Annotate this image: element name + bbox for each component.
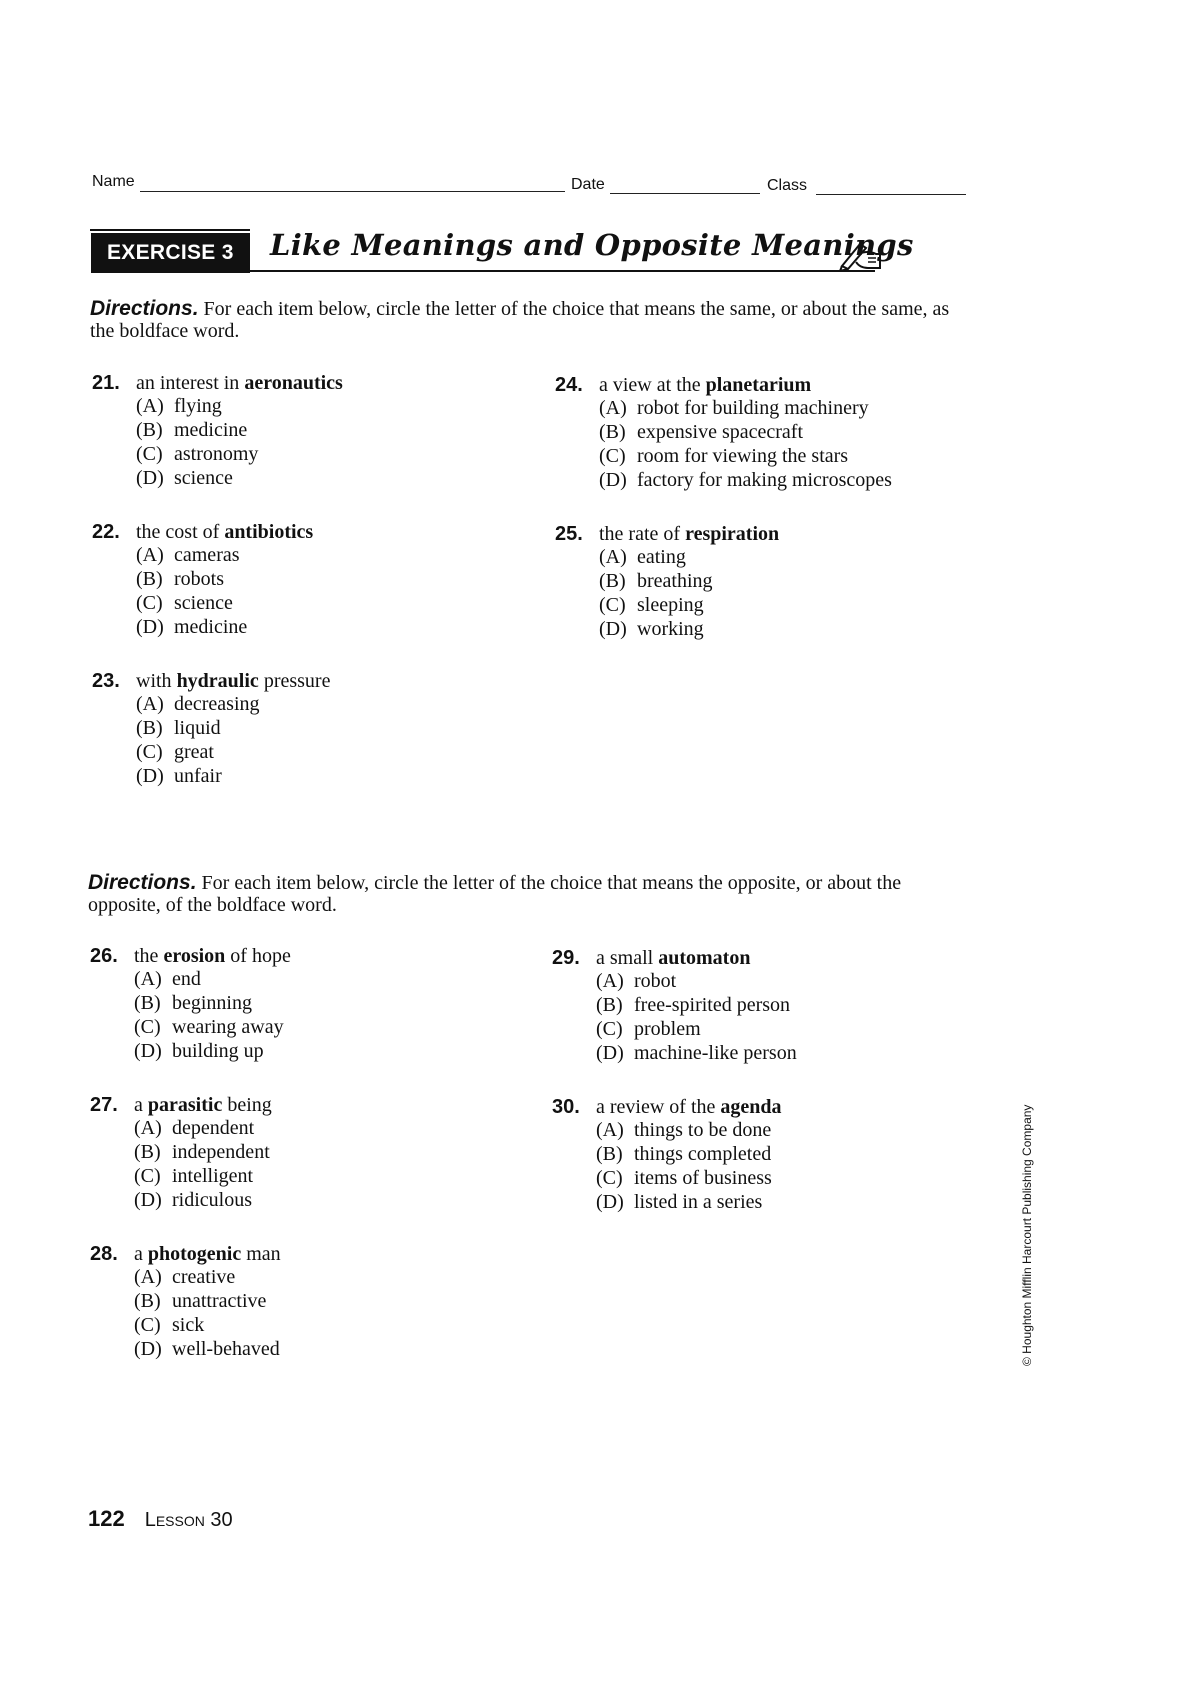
stem-text: an interest in xyxy=(136,372,245,394)
choice-letter: (B) xyxy=(136,419,163,441)
boldface-word: parasitic xyxy=(147,1094,223,1116)
answer-choice[interactable] xyxy=(599,593,975,617)
exercise-title: Like Meanings and Opposite Meanings xyxy=(270,228,914,262)
boldface-word: aeronautics xyxy=(244,372,343,394)
answer-choice[interactable] xyxy=(596,969,972,993)
boldface-word: planetarium xyxy=(705,374,812,396)
stem-text: with xyxy=(136,670,177,692)
choice-letter: (C) xyxy=(599,594,626,616)
choice-text: medicine xyxy=(174,419,248,441)
directions-text: For each item below, circle the letter of the choice that means the opposite, or about the opposite, of the boldface word. xyxy=(88,872,902,916)
question-number: 24. xyxy=(555,374,583,396)
answer-choice[interactable] xyxy=(136,764,512,788)
question-21 xyxy=(92,372,512,490)
question-stem xyxy=(90,945,510,967)
choice-letter: (A) xyxy=(134,1117,162,1139)
answer-choice[interactable] xyxy=(596,1017,972,1041)
answer-choice[interactable] xyxy=(136,615,512,639)
question-number: 26. xyxy=(90,945,118,967)
choice-letter: (C) xyxy=(134,1165,161,1187)
choice-letter: (C) xyxy=(136,443,163,465)
choice-text: independent xyxy=(172,1141,270,1163)
date-field[interactable] xyxy=(610,193,760,194)
question-number: 27. xyxy=(90,1094,118,1116)
name-label: Name xyxy=(92,173,135,190)
choice-text: end xyxy=(172,968,201,990)
answer-choice[interactable] xyxy=(136,442,512,466)
answer-choice[interactable] xyxy=(134,1289,510,1313)
choice-text: eating xyxy=(637,546,686,568)
choice-text: robot for building machinery xyxy=(637,397,869,419)
answer-choice[interactable] xyxy=(134,1337,510,1361)
stem-text: a view at the xyxy=(599,374,706,396)
answer-choice[interactable] xyxy=(596,1142,972,1166)
question-24 xyxy=(555,374,1015,492)
boldface-word: automaton xyxy=(658,947,751,969)
answer-choice[interactable] xyxy=(596,993,972,1017)
choice-letter: (A) xyxy=(599,397,627,419)
answer-choice[interactable] xyxy=(599,569,975,593)
answer-choice[interactable] xyxy=(136,740,512,764)
choice-text: sleeping xyxy=(637,594,704,616)
directions-text: For each item below, circle the letter of the choice that means the same, or about the same, as the boldface word. xyxy=(90,298,950,342)
choice-letter: (C) xyxy=(599,445,626,467)
boldface-word: photogenic xyxy=(147,1243,242,1265)
choice-letter: (D) xyxy=(134,1189,162,1211)
choice-text: unattractive xyxy=(172,1290,267,1312)
choice-letter: (B) xyxy=(599,421,626,443)
stem-text: a small xyxy=(596,947,659,969)
choice-letter: (D) xyxy=(596,1042,624,1064)
directions-same xyxy=(90,298,975,342)
answer-choice[interactable] xyxy=(136,692,512,716)
question-number: 29. xyxy=(552,947,580,969)
choice-letter: (D) xyxy=(136,765,164,787)
question-30 xyxy=(552,1096,972,1214)
question-stem xyxy=(555,374,1015,396)
date-label: Date xyxy=(571,176,605,193)
answer-choice[interactable] xyxy=(599,396,1015,420)
answer-choice[interactable] xyxy=(134,1015,510,1039)
question-stem xyxy=(92,521,512,543)
answer-choice[interactable] xyxy=(596,1166,972,1190)
answer-choice[interactable] xyxy=(136,567,512,591)
answer-choices xyxy=(555,396,1015,492)
choice-text: things to be done xyxy=(634,1119,772,1141)
answer-choices xyxy=(92,394,512,490)
answer-choice[interactable] xyxy=(599,444,1015,468)
choice-text: things completed xyxy=(634,1143,772,1165)
answer-choice[interactable] xyxy=(599,420,1015,444)
choice-letter: (A) xyxy=(134,1266,162,1288)
choice-letter: (D) xyxy=(599,618,627,640)
answer-choice[interactable] xyxy=(599,468,1015,492)
choice-text: science xyxy=(174,592,233,614)
choice-letter: (B) xyxy=(136,717,163,739)
question-stem xyxy=(552,1096,972,1118)
choice-letter: (C) xyxy=(596,1018,623,1040)
question-23 xyxy=(92,670,512,788)
choice-letter: (D) xyxy=(596,1191,624,1213)
choice-text: creative xyxy=(172,1266,236,1288)
pencil-hand-icon xyxy=(838,236,884,272)
choice-text: cameras xyxy=(174,544,240,566)
class-label: Class xyxy=(767,177,808,194)
choice-letter: (D) xyxy=(136,467,164,489)
question-27 xyxy=(90,1094,510,1212)
choice-text: astronomy xyxy=(174,443,259,465)
answer-choice[interactable] xyxy=(134,1116,510,1140)
choice-text: ridiculous xyxy=(172,1189,252,1211)
choice-text: room for viewing the stars xyxy=(637,445,849,467)
choice-letter: (D) xyxy=(136,616,164,638)
stem-text: pressure xyxy=(258,670,331,692)
answer-choice[interactable] xyxy=(136,394,512,418)
answer-choice[interactable] xyxy=(136,543,512,567)
choice-letter: (C) xyxy=(596,1167,623,1189)
answer-choices xyxy=(552,969,972,1065)
stem-text: being xyxy=(222,1094,272,1116)
answer-choice[interactable] xyxy=(134,1313,510,1337)
answer-choices xyxy=(90,967,510,1063)
choice-text: beginning xyxy=(172,992,252,1014)
choice-text: wearing away xyxy=(172,1016,284,1038)
choice-text: listed in a series xyxy=(634,1191,763,1213)
choice-letter: (C) xyxy=(134,1016,161,1038)
answer-choice[interactable] xyxy=(134,967,510,991)
choice-letter: (B) xyxy=(134,1290,161,1312)
answer-choice[interactable] xyxy=(134,1164,510,1188)
choice-letter: (A) xyxy=(136,395,164,417)
choice-letter: (A) xyxy=(596,970,624,992)
choice-text: robot xyxy=(634,970,677,992)
answer-choice[interactable] xyxy=(134,1265,510,1289)
choice-letter: (D) xyxy=(599,469,627,491)
choice-letter: (A) xyxy=(134,968,162,990)
boldface-word: hydraulic xyxy=(176,670,259,692)
directions-opposite xyxy=(88,872,973,916)
stem-text: the rate of xyxy=(599,523,686,545)
name-field[interactable] xyxy=(140,191,565,192)
answer-choice[interactable] xyxy=(136,716,512,740)
directions-lead: Directions. xyxy=(90,297,199,320)
choice-text: unfair xyxy=(174,765,222,787)
stem-text: a review of the xyxy=(596,1096,721,1118)
choice-text: expensive spacecraft xyxy=(637,421,804,443)
question-22 xyxy=(92,521,512,639)
question-26 xyxy=(90,945,510,1063)
question-number: 30. xyxy=(552,1096,580,1118)
lesson-label: Lesson 30 xyxy=(144,1509,233,1531)
choice-letter: (A) xyxy=(596,1119,624,1141)
stem-text: a xyxy=(134,1243,148,1265)
choice-text: robots xyxy=(174,568,224,590)
copyright-notice: © Houghton Mifflin Harcourt Publishing Company xyxy=(1020,1104,1034,1366)
exercise-badge: EXERCISE 3 xyxy=(91,233,250,273)
question-29 xyxy=(552,947,972,1065)
stem-text: the xyxy=(134,945,164,967)
choice-text: dependent xyxy=(172,1117,255,1139)
question-28 xyxy=(90,1243,510,1361)
title-underline xyxy=(250,270,875,272)
stem-text: man xyxy=(241,1243,281,1265)
answer-choice[interactable] xyxy=(136,466,512,490)
answer-choice[interactable] xyxy=(596,1118,972,1142)
question-stem xyxy=(90,1243,510,1265)
answer-choices xyxy=(90,1265,510,1361)
choice-letter: (B) xyxy=(596,1143,623,1165)
choice-text: medicine xyxy=(174,616,248,638)
answer-choice[interactable] xyxy=(599,545,975,569)
stem-text: of hope xyxy=(225,945,291,967)
class-field[interactable] xyxy=(816,194,966,195)
choice-text: building up xyxy=(172,1040,264,1062)
choice-text: intelligent xyxy=(172,1165,254,1187)
choice-letter: (C) xyxy=(136,741,163,763)
answer-choices xyxy=(92,543,512,639)
question-number: 25. xyxy=(555,523,583,545)
choice-text: liquid xyxy=(174,717,221,739)
choice-letter: (A) xyxy=(599,546,627,568)
answer-choice[interactable] xyxy=(134,1140,510,1164)
choice-text: breathing xyxy=(637,570,713,592)
choice-text: decreasing xyxy=(174,693,260,715)
answer-choice[interactable] xyxy=(599,617,975,641)
choice-text: well-behaved xyxy=(172,1338,280,1360)
answer-choice[interactable] xyxy=(134,991,510,1015)
question-number: 22. xyxy=(92,521,120,543)
question-stem xyxy=(92,372,512,394)
question-stem xyxy=(92,670,512,692)
boldface-word: respiration xyxy=(685,523,780,545)
boldface-word: antibiotics xyxy=(224,521,314,543)
choice-text: machine-like person xyxy=(634,1042,797,1064)
question-number: 28. xyxy=(90,1243,118,1265)
question-stem xyxy=(552,947,972,969)
choice-letter: (A) xyxy=(136,693,164,715)
choice-letter: (B) xyxy=(596,994,623,1016)
answer-choice[interactable] xyxy=(134,1188,510,1212)
answer-choices xyxy=(92,692,512,788)
boldface-word: agenda xyxy=(720,1096,782,1118)
directions-lead: Directions. xyxy=(88,871,197,894)
answer-choice[interactable] xyxy=(596,1041,972,1065)
question-number: 23. xyxy=(92,670,120,692)
answer-choices xyxy=(555,545,975,641)
choice-letter: (A) xyxy=(136,544,164,566)
choice-text: science xyxy=(174,467,233,489)
choice-letter: (C) xyxy=(134,1314,161,1336)
choice-letter: (C) xyxy=(136,592,163,614)
choice-text: items of business xyxy=(634,1167,772,1189)
choice-letter: (B) xyxy=(134,1141,161,1163)
question-25 xyxy=(555,523,975,641)
answer-choices xyxy=(552,1118,972,1214)
question-number: 21. xyxy=(92,372,120,394)
answer-choice[interactable] xyxy=(136,591,512,615)
answer-choices xyxy=(90,1116,510,1212)
answer-choice[interactable] xyxy=(134,1039,510,1063)
choice-text: factory for making microscopes xyxy=(637,469,892,491)
choice-text: sick xyxy=(172,1314,205,1336)
choice-letter: (D) xyxy=(134,1040,162,1062)
choice-letter: (B) xyxy=(136,568,163,590)
question-stem xyxy=(555,523,975,545)
stem-text: a xyxy=(134,1094,148,1116)
stem-text: the cost of xyxy=(136,521,225,543)
choice-letter: (B) xyxy=(599,570,626,592)
choice-letter: (B) xyxy=(134,992,161,1014)
banner-rule-left xyxy=(90,229,250,231)
choice-text: working xyxy=(637,618,704,640)
answer-choice[interactable] xyxy=(136,418,512,442)
question-stem xyxy=(90,1094,510,1116)
page-number: 122 xyxy=(88,1506,125,1531)
answer-choice[interactable] xyxy=(596,1190,972,1214)
choice-text: problem xyxy=(634,1018,701,1040)
choice-text: flying xyxy=(174,395,222,417)
choice-text: free-spirited person xyxy=(634,994,791,1016)
choice-letter: (D) xyxy=(134,1338,162,1360)
boldface-word: erosion xyxy=(163,945,226,967)
page-footer xyxy=(88,1506,233,1532)
choice-text: great xyxy=(174,741,214,763)
